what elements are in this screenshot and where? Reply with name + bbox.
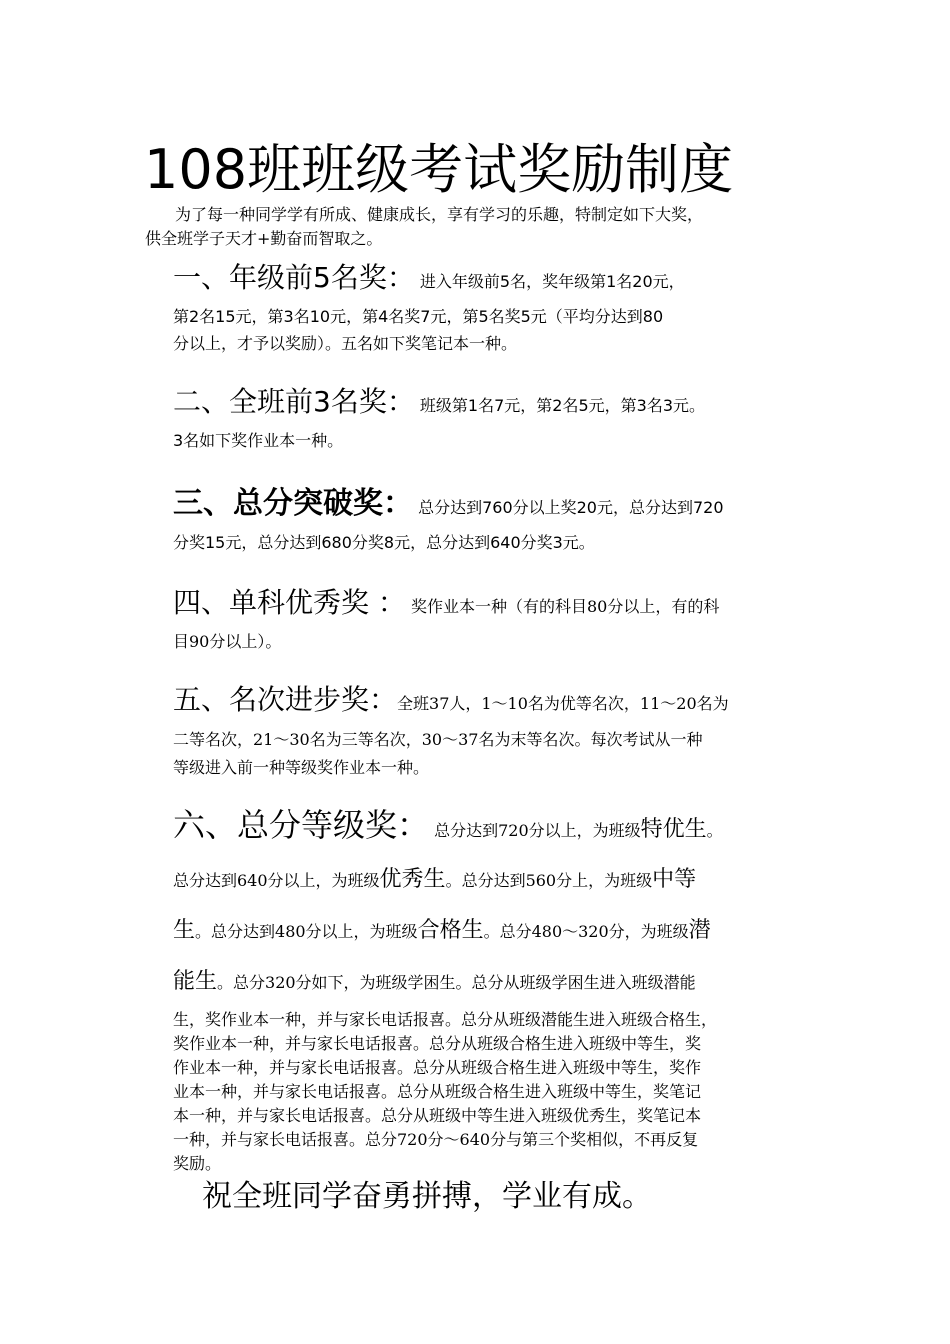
intro-paragraph xyxy=(145,203,805,251)
section-text: 全班37人，1～10名为优等名次，11～20名为 xyxy=(397,694,729,713)
section-heading: 五、名次进步奖： xyxy=(173,683,398,716)
section-text: 业本一种，并与家长电话报喜。总分从班级合格生进入班级中等生，奖笔记 xyxy=(173,1082,702,1101)
section-text: 。总分480～320分，为班级 xyxy=(483,922,689,941)
level-name: 特优生 xyxy=(640,817,707,842)
section-text: 奖作业本一种，并与家长电话报喜。总分从班级合格生进入班级中等生，奖 xyxy=(173,1034,702,1053)
document-title: 108班班级考试奖励制度 xyxy=(144,138,734,201)
section-heading: 六、总分等级奖： xyxy=(173,806,430,844)
level-name: 合格生 xyxy=(417,918,484,943)
intro-line-2: 供全班学子天才+勤奋而智取之。 xyxy=(145,229,383,248)
section-text: 二等名次，21～30名为三等名次，30～37名为末等名次。每次考试从一种 xyxy=(173,730,703,749)
section-total-breakthrough xyxy=(173,484,823,556)
level-name: 生 xyxy=(173,918,196,943)
section-heading: 一、年级前5名奖： xyxy=(173,261,415,294)
section-text: 。总分320分如下，为班级学困生。总分从班级 xyxy=(217,973,552,992)
section-grade-top5 xyxy=(173,258,823,357)
section-class-top3 xyxy=(173,382,823,455)
section-text: 作业本一种，并与家长电话报喜。总分从班级合格生进入班级中等生，奖作 xyxy=(173,1058,702,1077)
section-text: 总分达到760分以上奖20元，总分达到720 xyxy=(413,498,724,517)
section-text: 奖作业本一种（有的科目80分以上，有的科 xyxy=(405,597,720,616)
section-total-level xyxy=(173,805,823,1176)
section-single-subject xyxy=(173,583,823,657)
section-text: 班级第1名7元，第2名5元，第3名3元。 xyxy=(414,396,705,415)
section-text: 生，奖作业本一种，并与家长电话报喜。总分从班级潜能生进入班级合格生， xyxy=(173,1010,718,1029)
section-heading: 四、单科优秀奖 ： xyxy=(173,586,406,619)
section-text: 一种，并与家长电话报喜。总分720分～640分与第三个奖相似，不再反复 xyxy=(173,1130,699,1149)
section-heading: 二、全班前3名奖： xyxy=(173,385,415,418)
intro-line-1: 为了每一种同学学有所成、健康成长，享有学习的乐趣，特制定如下大奖， xyxy=(175,205,704,224)
section-text: 总分达到640分以上，为班级 xyxy=(173,871,380,890)
section-text: 进入年级前5名，奖年级第1名20元， xyxy=(414,272,685,291)
level-name: 优秀生 xyxy=(379,867,446,892)
closing-line: 祝全班同学奋勇拼搏，学业有成。 xyxy=(202,1179,652,1214)
section-text: 奖励。 xyxy=(173,1154,222,1173)
section-text: 3名如下奖作业本一种。 xyxy=(173,431,344,450)
section-text: 第2名15元，第3名10元，第4名奖7元，第5名奖5元（平均分达到80 xyxy=(173,307,664,326)
level-name: 潜 xyxy=(688,918,711,943)
section-text: 。 xyxy=(706,821,723,840)
section-text: 目90分以上）。 xyxy=(173,632,282,651)
section-text: 总分达到720分以上，为班级 xyxy=(429,821,641,840)
level-name: 能生 xyxy=(173,969,218,994)
level-name: 潜能 xyxy=(663,973,696,992)
section-heading: 三、总分突破奖： xyxy=(173,486,413,521)
section-text: 本一种，并与家长电话报喜。总分从班级中等生进入班级优秀生，奖笔记本 xyxy=(173,1106,702,1125)
section-text: 分奖15元，总分达到680分奖8元，总分达到640分奖3元。 xyxy=(173,533,595,552)
section-text: 等级进入前一种等级奖作业本一种。 xyxy=(173,758,430,777)
section-text: 进入班级 xyxy=(599,973,664,992)
level-name: 学困生 xyxy=(551,973,600,992)
section-text: 。总分达到560分上，为班级 xyxy=(445,871,653,890)
section-text: 分以上，才予以奖励）。五名如下奖笔记本一种。 xyxy=(173,334,518,353)
section-rank-progress xyxy=(173,680,823,781)
level-name: 中等 xyxy=(652,867,697,892)
section-text: 。总分达到480分以上，为班级 xyxy=(195,922,418,941)
